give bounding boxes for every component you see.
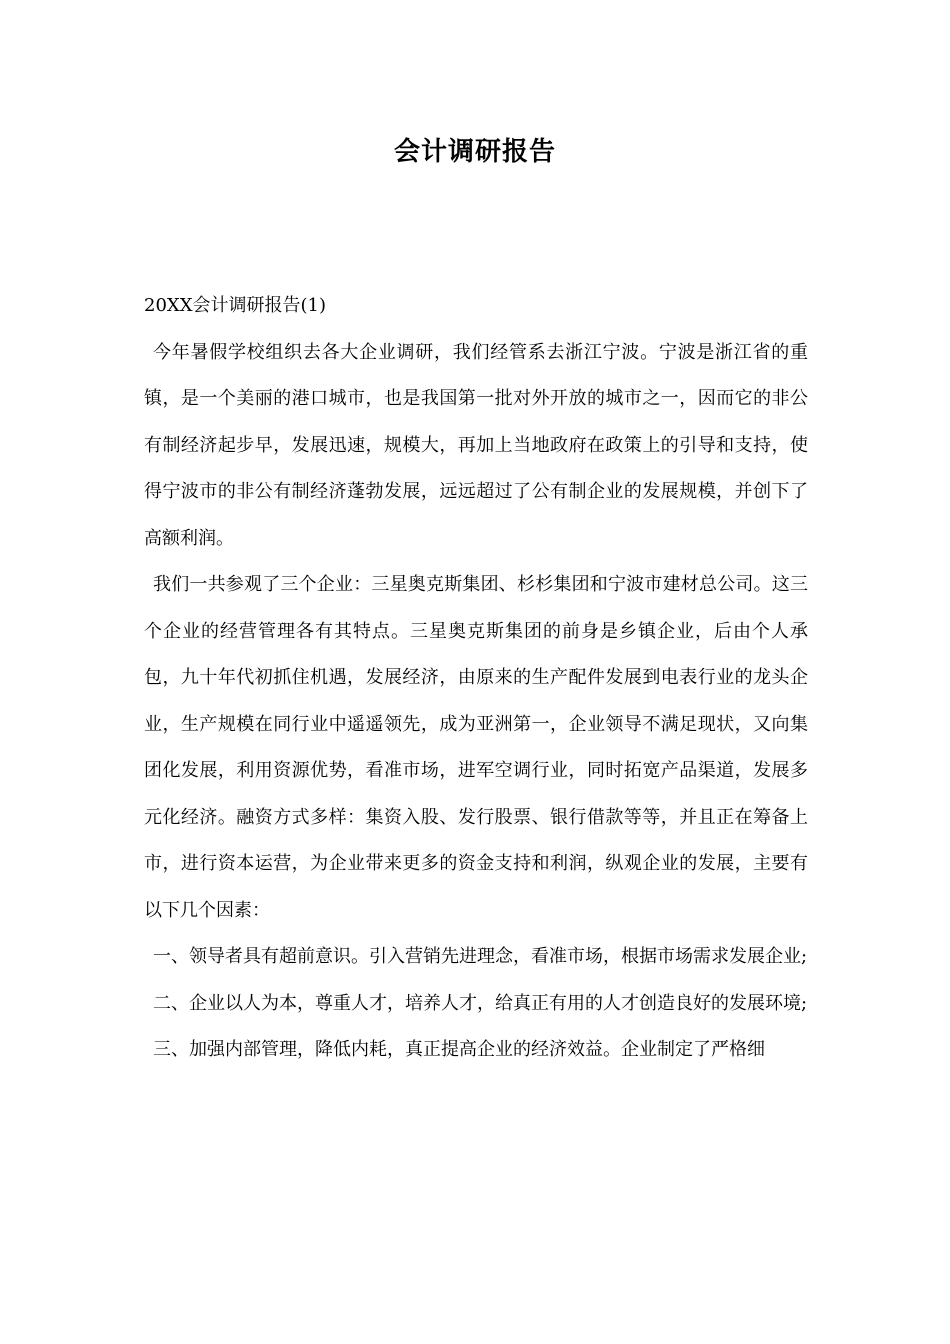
paragraph-point-3: 三、加强内部管理，降低内耗，真正提高企业的经济效益。企业制定了严格细 xyxy=(153,1039,765,1060)
document-body xyxy=(144,283,808,1074)
document-title: 会计调研报告 xyxy=(393,137,556,167)
paragraph-companies: 我们一共参观了三个企业：三星奥克斯集团、杉杉集团和宁波市建材总公司。这三个企业的经营管理各有其特点。三星奥克斯集团的前身是乡镇企业，后由个人承包，九十年代初抓住机遇，发展经济，由原来的生产配件发展到电表行业的龙头企业，生产规模在同行业中遥遥领先，成为亚洲第一，企业领导不满足现状，又向集团化发展，利用资源优势，看准市场，进军空调行业，同时拓宽产品渠道，发展多元化经济。融资方式多样：集资入股、发行股票、银行借款等等，并且正在筹备上市，进行资本运营，为企业带来更多的资金支持和利润，纵观企业的发展，主要有以下几个因素： xyxy=(144,574,808,921)
paragraph-point-1: 一、领导者具有超前意识。引入营销先进理念，看准市场，根据市场需求发展企业; xyxy=(153,946,808,967)
report-subtitle: 20XX会计调研报告(1) xyxy=(144,295,327,316)
paragraph-intro: 今年暑假学校组织去各大企业调研，我们经管系去浙江宁波。宁波是浙江省的重镇，是一个美丽的港口城市，也是我国第一批对外开放的城市之一，因而它的非公有制经济起步早，发展迅速，规模大，再加上当地政府在政策上的引导和支持，使得宁波市的非公有制经济蓬勃发展，远远超过了公有制企业的发展规模，并创下了高额利润。 xyxy=(144,341,808,549)
paragraph-point-2: 二、企业以人为本，尊重人才，培养人才，给真正有用的人才创造良好的发展环境; xyxy=(153,992,808,1014)
